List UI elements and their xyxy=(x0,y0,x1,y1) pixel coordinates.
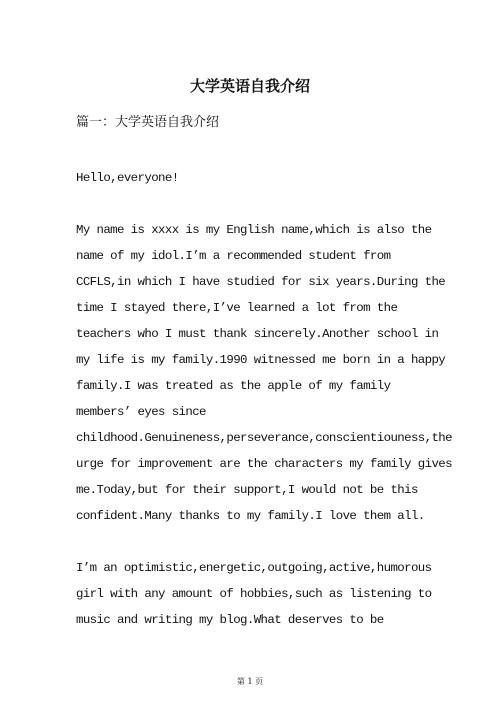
page-number: 第 1 页 xyxy=(236,677,264,686)
text-line: My name is xxxx is my English name,which is also the xyxy=(76,223,432,237)
body-text xyxy=(76,168,452,636)
text-line: my life is my family.1990 witnessed me born in a happy xyxy=(76,353,446,367)
text-line: name of my idol.I’m a recommended student from xyxy=(76,249,391,263)
section-heading: 篇一：大学英语自我介绍 xyxy=(76,115,220,130)
text-line: teachers who I must thank sincerely.Another school in xyxy=(76,327,439,341)
text-line: confident.Many thanks to my family.I love them all. xyxy=(76,509,425,523)
text-line: childhood.Genuineness,perseverance,conscientiouness,the xyxy=(76,431,452,445)
text-line: time I stayed there,I’ve learned a lot from the xyxy=(76,301,398,315)
text-line: I’m an optimistic,energetic,outgoing,active,humorous xyxy=(76,561,432,575)
text-line xyxy=(76,532,426,558)
text-line: urge for improvement are the characters my family gives xyxy=(76,457,452,471)
text-line: music and writing my blog.What deserves to be xyxy=(76,613,384,627)
text-line: girl with any amount of hobbies,such as listening to xyxy=(76,587,432,601)
text-line xyxy=(76,194,426,220)
text-line: Hello,everyone! xyxy=(76,171,179,185)
text-line: family.I was treated as the apple of my family xyxy=(76,379,391,393)
text-line: CCFLS,in which I have studied for six years.During the xyxy=(76,275,446,289)
document-title: 大学英语自我介绍 xyxy=(189,77,310,95)
text-line: members’ eyes since xyxy=(76,405,206,419)
text-line: me.Today,but for their support,I would not be this xyxy=(76,483,418,497)
